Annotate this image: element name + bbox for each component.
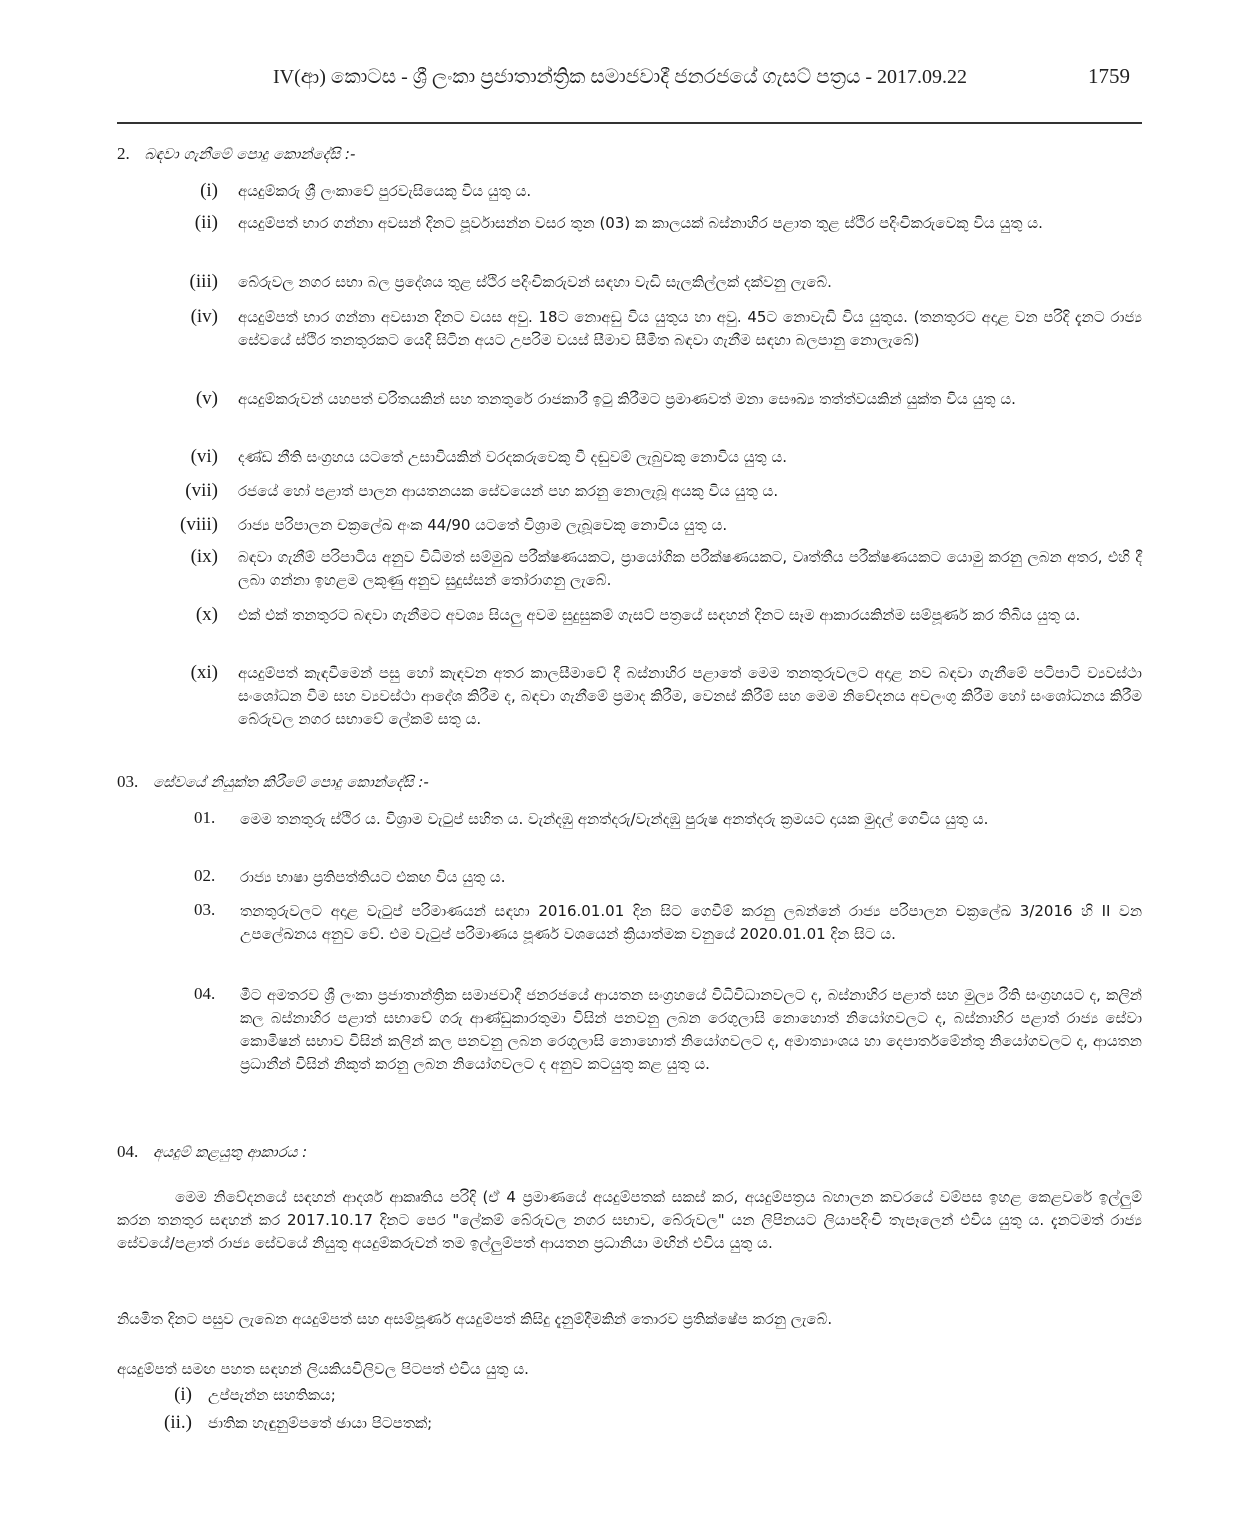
- section-4-title: අයදුම් කළයුතු ආකාරය :: [153, 1143, 308, 1161]
- section-4-number: 04.: [117, 1142, 139, 1161]
- section-2-number: 2.: [117, 144, 130, 163]
- section-2-title: බඳවා ගැනීමේ පොදු කොන්දේසි :-: [144, 145, 356, 163]
- section-4-heading: [117, 1142, 307, 1162]
- rejection-notice: නියමිත දිනට පසුව ලැබෙන අයදුම්පත් සහ අසම්පූර්ණ අයදුම්පත් කිසිදු දැනුම්දීමකින් තොරව ප්‍රතික්ෂේප කරනු ලැබේ.: [117, 1310, 833, 1328]
- application-instructions: මෙම නිවේදනයේ සඳහන් ආදර්ශ ආකෘතිය පරිදි (ඒ 4 ප්‍රමාණයේ අයදුම්පතක් සකස් කර, අයදුම්පත්‍රය බහාලන කවරයේ වම්පස ඉහළ කෙළවරේ ඉල්ලුම් කරන තනතුර සඳහන් කර 2017.10.17 දිනට පෙර "ලේකම් බේරුවල නගර සභාව, බේරුවල" යන ලිපිනයට ලියාපදිංචි තැපෑලෙන් එවිය යුතු ය. දැනටමත් රාජ්‍ය සේවයේ/පළාත් රාජ්‍ය සේවයේ නියුතු අයදුම්කරුවන් තම ඉල්ලුම්පත් ආයතන ප්‍රධානියා මඟින් එවිය යුතු ය.: [117, 1188, 1142, 1252]
- documents-intro: අයදුම්පත් සමඟ පහත සඳහන් ලියකියවිලිවල පිටපත් එවිය යුතු ය.: [117, 1360, 529, 1378]
- header-rule: [117, 122, 1142, 124]
- section-3-number: 03.: [117, 772, 139, 791]
- section-3-heading: [117, 772, 429, 792]
- section-2-heading: [117, 144, 355, 164]
- gazette-header-title: IV(ආ) කොටස - ශ්‍රී ලංකා ප්‍රජාතාන්ත්‍රික සමාජවාදී ජනරජයේ ගැසට් පත්‍රය - 2017.09.22: [273, 66, 967, 88]
- page-number: 1759: [1088, 64, 1130, 88]
- section-3-title: සේවයේ නියුක්ත කිරීමේ පොදු කොන්දේසි :-: [153, 773, 429, 791]
